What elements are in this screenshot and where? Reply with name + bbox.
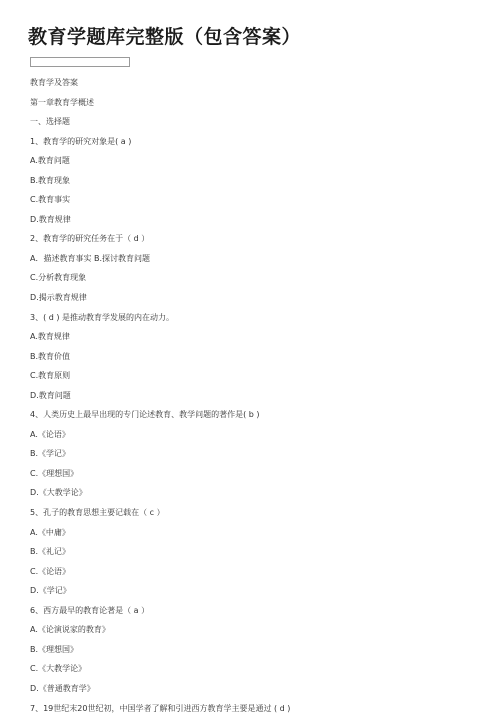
answer-option: C.《大教学论》 [30,659,490,679]
answer-option: A.教育问题 [30,151,490,171]
answer-option: D.教育规律 [30,210,490,230]
search-input[interactable] [30,57,130,67]
answer-option: A.教育规律 [30,327,490,347]
answer-option: A.《中庸》 [30,523,490,543]
question: 4、人类历史上最早出现的专门论述教育、教学问题的著作是( b ) [30,405,490,425]
answer-option: B.《理想国》 [30,640,490,660]
answer-option: C.分析教育现象 [30,268,490,288]
document-heading: 教育学及答案 [30,73,490,93]
question: 6、西方最早的教育论著是（ a ） [30,601,490,621]
answer-option: B.教育现象 [30,171,490,191]
answer-option: A.《论语》 [30,425,490,445]
question: 3、( d ) 是推动教育学发展的内在动力。 [30,308,490,328]
answer-option: A.《论演说家的教育》 [30,620,490,640]
answer-option: D.《普通教育学》 [30,679,490,699]
answer-option: C.《理想国》 [30,464,490,484]
answer-option: B.《礼记》 [30,542,490,562]
answer-option: D.揭示教育规律 [30,288,490,308]
page-title: 教育学题库完整版（包含答案） [28,22,301,49]
answer-option: C.教育原则 [30,366,490,386]
document-body [30,73,490,718]
answer-option: A．描述教育事实 B.探讨教育问题 [30,249,490,269]
question: 2、教育学的研究任务在于（ d ） [30,229,490,249]
answer-option: B.教育价值 [30,347,490,367]
answer-option: D.教育问题 [30,386,490,406]
answer-option: C.教育事实 [30,190,490,210]
question: 5、孔子的教育思想主要记载在（ c ） [30,503,490,523]
answer-option: C.《论语》 [30,562,490,582]
question: 7、19世纪末20世纪初，中国学者了解和引进西方教育学主要是通过 ( d ) [30,699,490,718]
answer-option: D.《大教学论》 [30,483,490,503]
section-heading: 一、选择题 [30,112,490,132]
answer-option: B.《学记》 [30,444,490,464]
answer-option: D.《学记》 [30,581,490,601]
chapter-heading: 第一章教育学概述 [30,93,490,113]
question: 1、教育学的研究对象是( a ) [30,132,490,152]
